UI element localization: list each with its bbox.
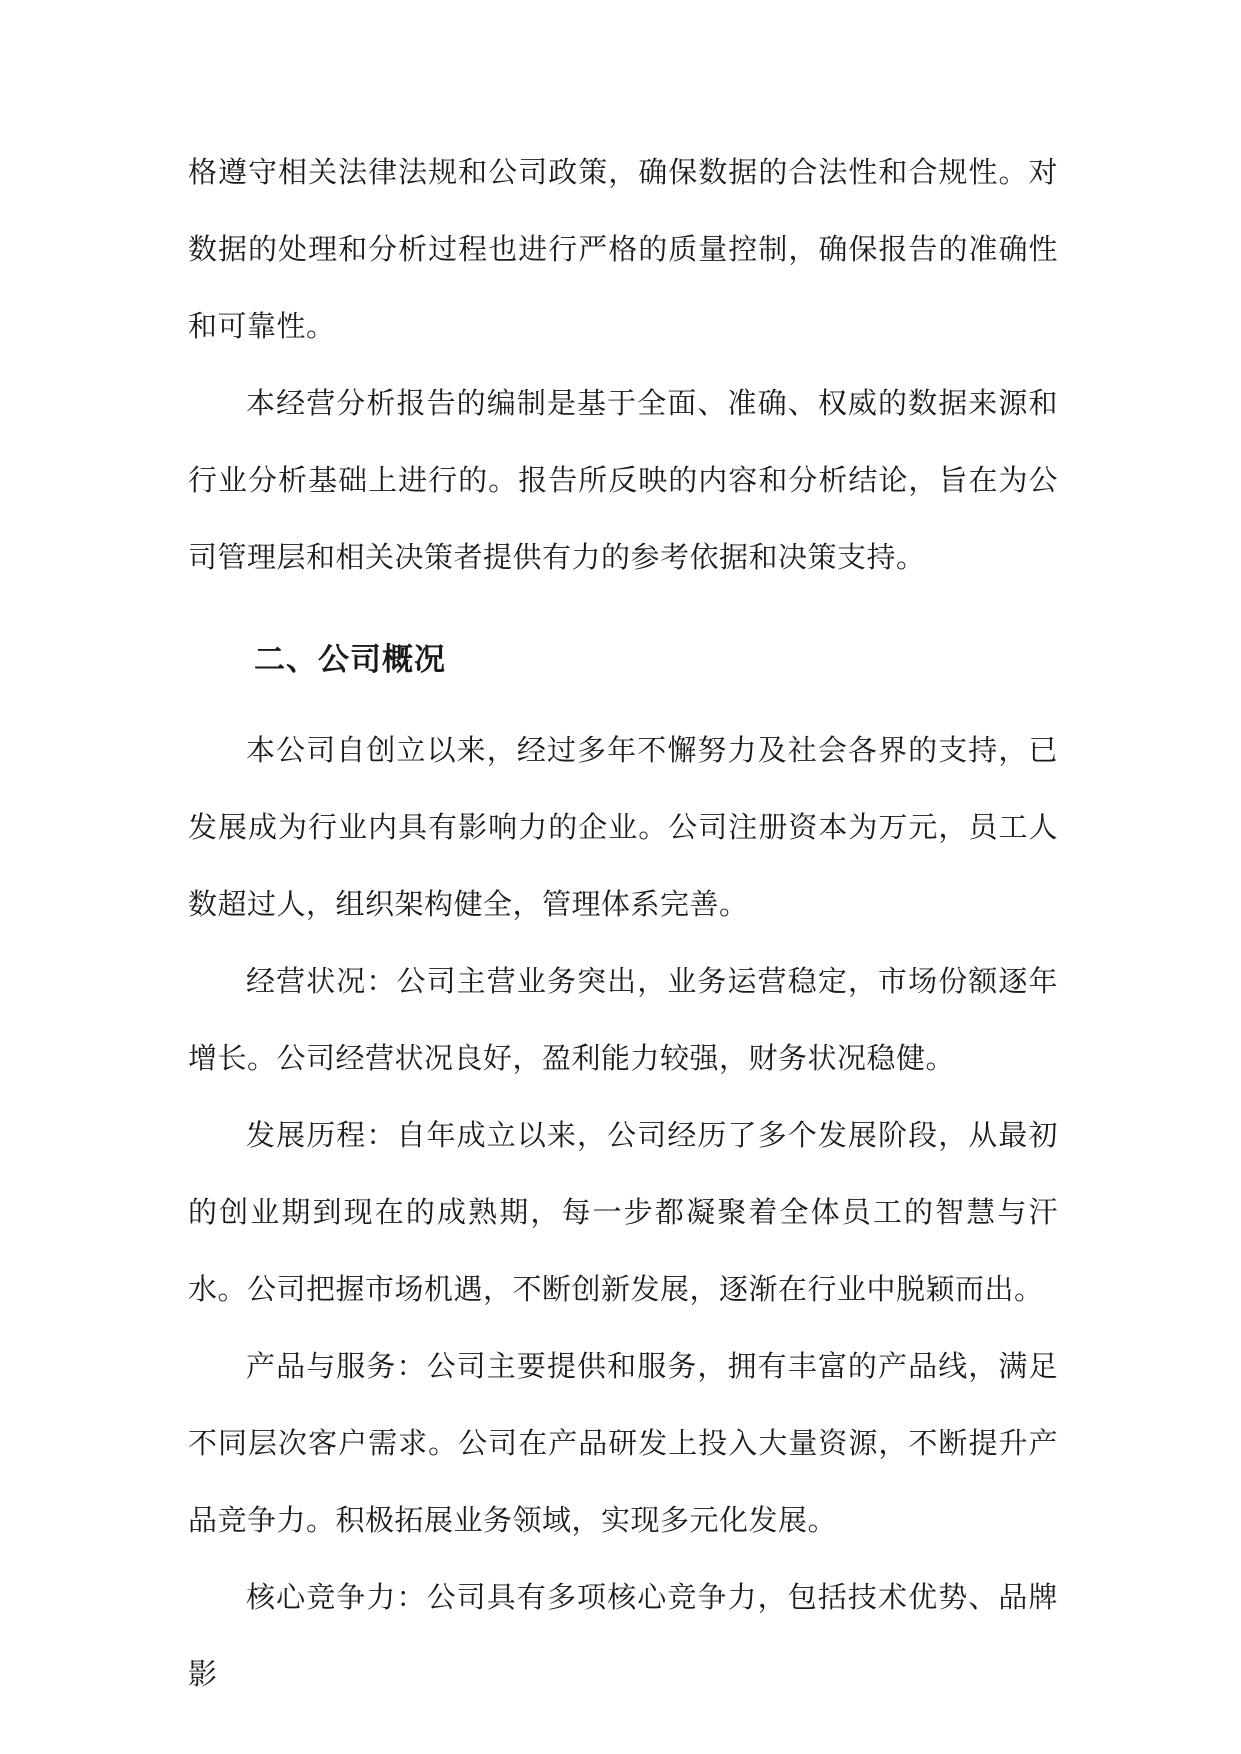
paragraph-business-status: 经营状况：公司主营业务突出，业务运营稳定，市场份额逐年增长。公司经营状况良好，盈利能力较强，财务状况稳健。 [188, 964, 1058, 1075]
paragraph-development-history: 发展历程：自年成立以来，公司经历了多个发展阶段，从最初的创业期到现在的成熟期，每一步都凝聚着全体员工的智慧与汗水。公司把握市场机遇，不断创新发展，逐渐在行业中脱颖而出。 [188, 1118, 1058, 1306]
paragraph-company-intro: 本公司自创立以来，经过多年不懈努力及社会各界的支持，已发展成为行业内具有影响力的企业。公司注册资本为万元，员工人数超过人，组织架构健全，管理体系完善。 [188, 733, 1058, 921]
intro-paragraph-report-basis: 本经营分析报告的编制是基于全面、准确、权威的数据来源和行业分析基础上进行的。报告所反映的内容和分析结论，旨在为公司管理层和相关决策者提供有力的参考依据和决策支持。 [188, 386, 1058, 574]
continuation-paragraph: 格遵守相关法律法规和公司政策，确保数据的合法性和合规性。对数据的处理和分析过程也进行严格的质量控制，确保报告的准确性和可靠性。 [188, 155, 1058, 343]
paragraph-core-competitiveness: 核心竞争力：公司具有多项核心竞争力，包括技术优势、品牌影 [188, 1580, 1058, 1691]
paragraph-products-services: 产品与服务：公司主要提供和服务，拥有丰富的产品线，满足不同层次客户需求。公司在产品研发上投入大量资源，不断提升产品竞争力。积极拓展业务领域，实现多元化发展。 [188, 1349, 1058, 1537]
section-heading-company-overview: 二、公司概况 [254, 642, 446, 678]
